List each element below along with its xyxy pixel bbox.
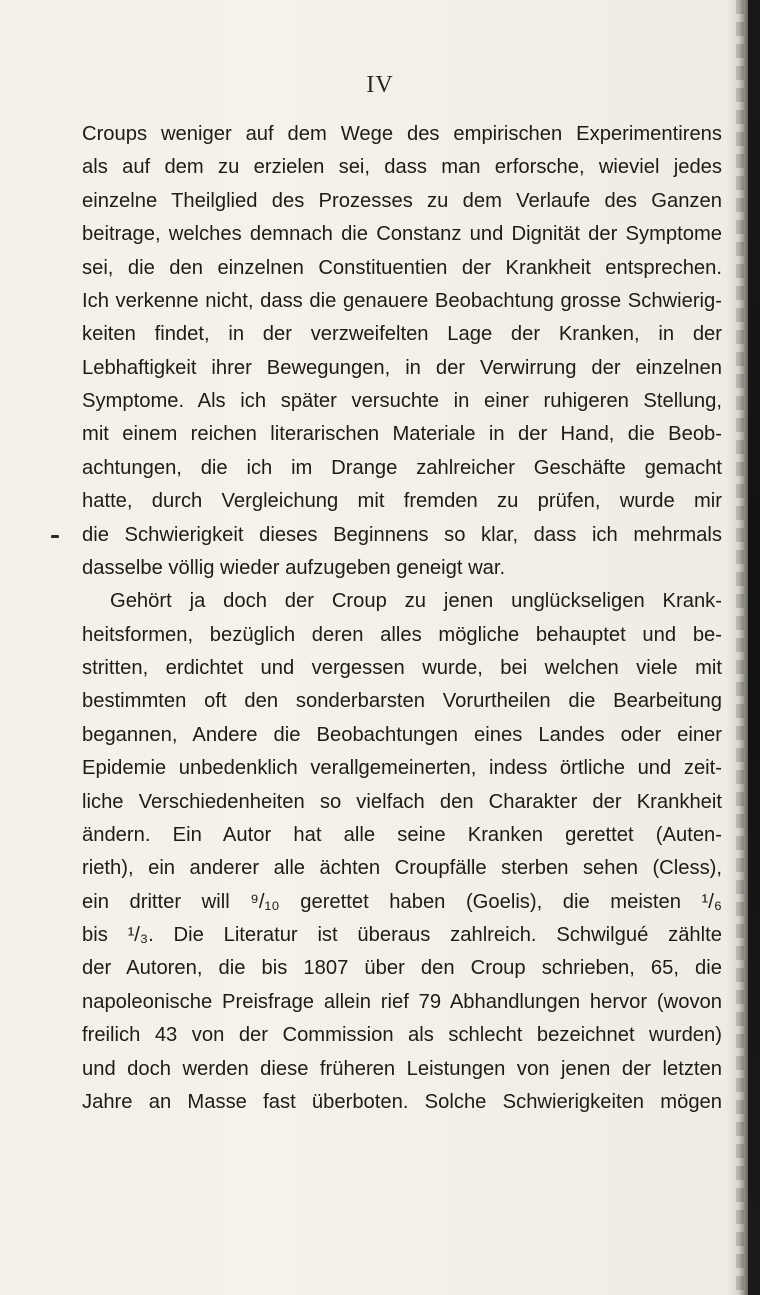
text-line: Ich verkenne nicht, dass die genauere Beobachtung grosse Schwierig- bbox=[82, 289, 722, 312]
text-line: dasselbe völlig wieder aufzugeben geneigt war. bbox=[82, 556, 506, 579]
text-line: der Autoren, die bis 1807 über den Croup schrieben, 65, die bbox=[82, 957, 722, 980]
text-line: Croups weniger auf dem Wege des empirischen Experimentirens bbox=[82, 123, 722, 145]
margin-mark bbox=[51, 535, 59, 538]
text-line: liche Verschiedenheiten so vielfach den Charakter der Krankheit bbox=[82, 790, 722, 813]
text-line: als auf dem zu erzielen sei, dass man erforsche, wieviel jedes bbox=[82, 156, 722, 179]
text-line: und doch werden diese früheren Leistungen von jenen der letzten bbox=[82, 1057, 722, 1080]
text-line: napoleonische Preisfrage allein rief 79 Abhandlungen hervor (wovon bbox=[82, 990, 722, 1013]
text-line: ein dritter will ⁹/₁₀ gerettet haben (Goelis), die meisten ¹/₆ bbox=[82, 890, 722, 913]
text-line: Gehört ja doch der Croup zu jenen unglückseligen Krank- bbox=[110, 590, 722, 613]
paragraph-2 bbox=[82, 585, 722, 1119]
text-line: bestimmten oft den sonderbarsten Vorurtheilen die Bearbeitung bbox=[82, 690, 722, 713]
text-line: freilich 43 von der Commission als schlecht bezeichnet wurden) bbox=[82, 1024, 722, 1047]
text-line: die Schwierigkeit dieses Beginnens so klar, dass ich mehrmals bbox=[82, 523, 722, 546]
text-line: Jahre an Masse fast überboten. Solche Schwierigkeiten mögen bbox=[82, 1090, 722, 1113]
text-line: rieth), ein anderer alle ächten Croupfälle sterben sehen (Cless), bbox=[82, 857, 722, 880]
text-line: Symptome. Als ich später versuchte in einer ruhigeren Stellung, bbox=[82, 390, 722, 412]
text-line: achtungen, die ich im Drange zahlreicher Geschäfte gemacht bbox=[82, 456, 722, 479]
text-line: stritten, erdichtet und vergessen wurde, bei welchen viele mit bbox=[82, 657, 722, 679]
page-number: IV bbox=[366, 72, 394, 98]
paragraph-1 bbox=[82, 118, 722, 585]
text-line: ändern. Ein Autor hat alle seine Kranken gerettet (Auten- bbox=[82, 823, 722, 846]
book-edge-shadow bbox=[726, 0, 760, 1295]
text-line: Lebhaftigkeit ihrer Bewegungen, in der Verwirrung der einzelnen bbox=[82, 356, 722, 379]
text-line: begannen, Andere die Beobachtungen eines Landes oder einer bbox=[82, 723, 722, 746]
text-line: Epidemie unbedenklich verallgemeinerten, indess örtliche und zeit- bbox=[82, 757, 722, 780]
text-line: bis ¹/₃. Die Literatur ist überaus zahlreich. Schwilgué zählte bbox=[82, 924, 722, 946]
text-line: sei, die den einzelnen Constituentien der Krankheit entsprechen. bbox=[82, 256, 722, 279]
text-line: heitsformen, bezüglich deren alles mögliche behauptet und be- bbox=[82, 623, 722, 646]
text-line: keiten findet, in der verzweifelten Lage der Kranken, in der bbox=[82, 323, 722, 346]
text-line: mit einem reichen literarischen Materiale in der Hand, die Beob- bbox=[82, 423, 722, 446]
text-line: hatte, durch Vergleichung mit fremden zu prüfen, wurde mir bbox=[82, 490, 722, 513]
text-line: einzelne Theilglied des Prozesses zu dem Verlaufe des Ganzen bbox=[82, 189, 722, 212]
body-text bbox=[82, 118, 722, 1119]
text-line: beitrage, welches demnach die Constanz und Dignität der Symptome bbox=[82, 223, 722, 246]
